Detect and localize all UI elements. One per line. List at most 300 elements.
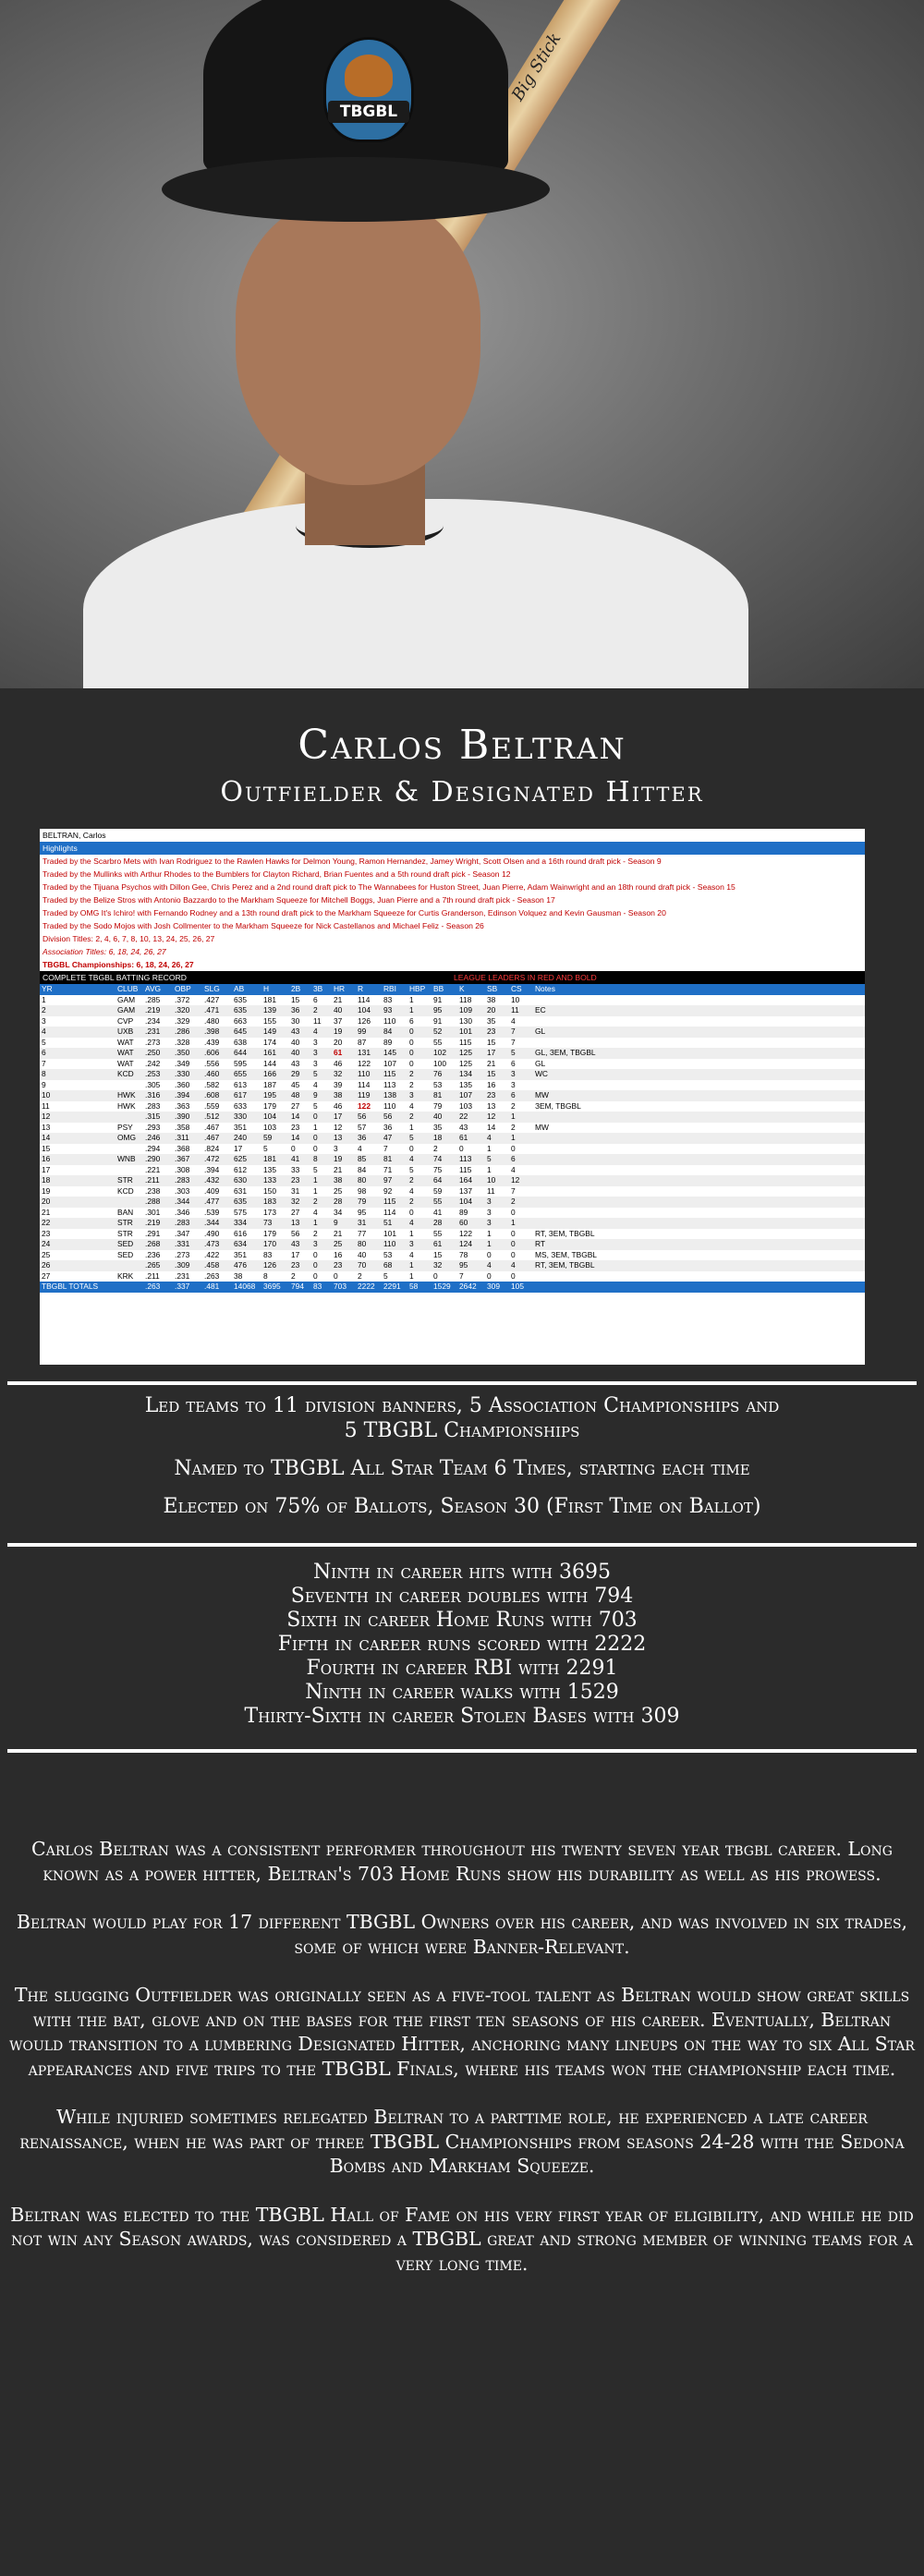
table-cell: 12 [40, 1112, 116, 1123]
table-cell: .346 [175, 1207, 190, 1217]
table-cell: 110 [383, 1100, 396, 1111]
table-cell: 1 [409, 1228, 414, 1238]
table-row [40, 1133, 865, 1144]
table-cell: 630 [232, 1175, 261, 1186]
table-cell: 166 [261, 1069, 289, 1080]
table-cell: 8 [311, 1154, 332, 1165]
table-cell: 4 [407, 1218, 432, 1229]
table-cell: .422 [204, 1249, 220, 1259]
table-cell: 15 [42, 1143, 51, 1153]
table-cell: .556 [204, 1058, 220, 1068]
tbgbl-logo-icon [323, 37, 414, 142]
rank-item: Ninth in career hits with 3695 [313, 1561, 611, 1584]
table-cell: 102 [432, 1048, 457, 1059]
table-cell: 4 [409, 1249, 414, 1259]
table-cell: RT, ЗЕМ, TBGBL [533, 1260, 865, 1271]
batting-record-sheet [40, 829, 865, 1365]
table-cell: 43 [291, 1058, 300, 1068]
table-cell: 57 [358, 1122, 367, 1132]
table-cell: 21 [487, 1058, 496, 1068]
table-cell: 114 [358, 994, 371, 1004]
table-cell: .344 [202, 1218, 232, 1229]
table-cell: 23 [485, 1090, 509, 1101]
table-cell: .293 [145, 1122, 161, 1132]
table-cell: 79 [433, 1100, 443, 1111]
table-cell: GL [533, 1027, 865, 1038]
table-cell: 0 [311, 1112, 332, 1123]
table-cell: 53 [433, 1079, 443, 1089]
table-cell: 55 [433, 1037, 443, 1047]
table-cell: CVP [117, 1015, 134, 1026]
table-cell: WNB [116, 1154, 143, 1165]
table-cell: 617 [232, 1090, 261, 1101]
table-cell: 107 [457, 1090, 485, 1101]
table-cell: .458 [202, 1260, 232, 1271]
table-cell: 104 [457, 1197, 485, 1208]
table-row [40, 1165, 865, 1176]
table-cell: 28 [332, 1197, 356, 1208]
trade-row: Traded by the Belize Stros with Antonio Bazzardo to the Markham Squeeze for Mitchell Boggs, Juan Pierre and a 7th round draft pick - Season 17 [43, 895, 555, 905]
table-cell: 24 [40, 1239, 116, 1250]
player-name: Carlos Beltran [298, 722, 626, 769]
table-cell: 3 [485, 1218, 509, 1229]
table-cell: .253 [143, 1069, 173, 1080]
table-cell: 11 [509, 1005, 533, 1016]
table-cell [533, 1208, 865, 1219]
table-cell: 0 [407, 1027, 432, 1038]
table-cell: 0 [313, 1143, 318, 1153]
trade-list [40, 855, 865, 932]
achievements [0, 1393, 924, 1519]
table-cell: 135 [459, 1079, 472, 1089]
table-row [40, 995, 865, 1006]
table-cell: 2 [407, 1069, 432, 1080]
table-cell: 155 [263, 1015, 276, 1026]
table-cell: .320 [173, 1005, 202, 1016]
table-cell: 4 [358, 1143, 362, 1153]
table-cell: 91 [433, 1015, 443, 1026]
table-cell: MW [535, 1122, 549, 1132]
table-cell: UXB [116, 1027, 143, 1038]
table-cell: 4 [313, 1079, 318, 1089]
table-row [40, 1239, 865, 1250]
table-cell: 0 [409, 1058, 414, 1068]
table-cell: 638 [234, 1037, 247, 1047]
record-label: COMPLETE TBGBL BATTING RECORD [43, 973, 187, 982]
table-cell: 1 [509, 1218, 533, 1229]
table-cell: 7 [511, 1185, 516, 1196]
table-cell: 39 [334, 1079, 343, 1089]
table-cell: .308 [175, 1164, 190, 1174]
table-cell: 3 [511, 1079, 516, 1089]
table-cell: 14 [40, 1133, 116, 1144]
association-titles: Association Titles: 6, 18, 24, 26, 27 [43, 947, 166, 956]
table-cell: .824 [204, 1143, 220, 1153]
table-cell: 7 [459, 1270, 464, 1281]
table-cell: 35 [487, 1015, 496, 1026]
table-cell: 0 [409, 1143, 414, 1153]
table-cell: 36 [289, 1005, 311, 1016]
table-cell: .236 [145, 1249, 161, 1259]
table-cell: 20 [334, 1037, 343, 1047]
table-cell: 351 [234, 1122, 247, 1132]
table-cell: 1 [313, 1185, 318, 1196]
table-cell: 4 [485, 1260, 509, 1271]
table-cell: STR [117, 1228, 133, 1238]
league-leaders-legend: LEAGUE LEADERS IN RED AND BOLD [454, 973, 597, 982]
table-cell: 80 [356, 1175, 382, 1186]
table-cell: RT, ЗЕМ, TBGBL [535, 1228, 595, 1238]
table-cell: 93 [382, 1005, 407, 1016]
table-cell [116, 1165, 143, 1176]
table-cell: 9 [311, 1090, 332, 1101]
column-header: K [457, 984, 485, 995]
table-cell: .539 [204, 1207, 220, 1217]
table-cell: 3 [311, 1048, 332, 1059]
table-cell: 5 [383, 1270, 388, 1281]
table-cell: 15 [291, 994, 300, 1004]
table-row [40, 1069, 865, 1080]
table-cell: 655 [232, 1069, 261, 1080]
table-cell: 3 [313, 1037, 318, 1047]
table-cell: .331 [173, 1239, 202, 1250]
table-cell: 36 [383, 1122, 393, 1132]
bio-paragraph: Beltran was elected to the TBGBL Hall of Fame on his very first year of eligibility, and while he did not win any Season awards, was considered a TBGBL great and strong member of winning teams for a very long time. [10, 2203, 914, 2275]
table-cell [533, 1186, 865, 1197]
table-cell: 61 [457, 1133, 485, 1144]
table-cell: 104 [261, 1112, 289, 1123]
trade-row: Traded by the Tijuana Psychos with Dillon Gee, Chris Perez and a 2nd round draft pick to The Wannabees for Huston Street, Juan Pierre, Adam Wainwright and an 18th round draft pick - Season 15 [43, 882, 736, 892]
table-cell: 1 [42, 994, 46, 1004]
table-cell: STR [116, 1218, 143, 1229]
table-cell: .301 [145, 1207, 161, 1217]
table-cell: 37 [334, 1015, 343, 1026]
table-cell: 2 [407, 1197, 432, 1208]
table-cell: 612 [234, 1164, 247, 1174]
table-cell: 110 [383, 1015, 396, 1026]
table-cell: 18 [432, 1133, 457, 1144]
table-cell: 334 [232, 1218, 261, 1229]
table-cell: 64 [432, 1175, 457, 1186]
bio-paragraph: Carlos Beltran was a consistent performer throughout his twenty seven year tbgbl career. Long known as a power hitter, Beltran's 703 Home Runs show his durability as well as his prowess. [31, 1838, 893, 1885]
table-cell: 70 [356, 1260, 382, 1271]
table-cell: .347 [175, 1228, 190, 1238]
table-cell: 150 [263, 1185, 276, 1196]
table-cell: 13 [289, 1218, 311, 1229]
table-cell: 134 [457, 1069, 485, 1080]
table-cell: 625 [232, 1154, 261, 1165]
table-cell: 32 [332, 1069, 356, 1080]
championships: TBGBL Championships: 6, 18, 24, 26, 27 [43, 960, 194, 969]
table-cell: .350 [173, 1048, 202, 1059]
table-cell: 31 [356, 1218, 382, 1229]
column-header: CS [509, 984, 533, 995]
table-cell: 22 [457, 1112, 485, 1123]
table-cell: .315 [143, 1112, 173, 1123]
table-cell: .273 [175, 1249, 190, 1259]
table-cell: .427 [204, 994, 220, 1004]
table-cell: 16 [40, 1154, 116, 1165]
table-cell: 16 [487, 1079, 496, 1089]
table-cell: 13 [332, 1133, 356, 1144]
table-cell [116, 1080, 143, 1091]
table-cell: 17 [234, 1143, 243, 1153]
achievement-item: Led teams to 11 division banners, 5 Association Championships and 5 TBGBL Championships [144, 1394, 780, 1442]
table-cell: 19 [332, 1027, 356, 1038]
table-cell: 6 [509, 1090, 533, 1101]
table-cell: 1 [487, 1164, 492, 1174]
column-header: AVG [143, 984, 173, 995]
table-cell: 43 [289, 1239, 311, 1250]
table-cell: 4 [509, 1260, 533, 1271]
table-cell: 1 [485, 1239, 509, 1250]
table-row [40, 1038, 865, 1049]
table-cell: 183 [261, 1197, 289, 1208]
table-cell: .273 [145, 1037, 161, 1047]
totals-cell: .337 [173, 1282, 202, 1293]
table-row [40, 1260, 865, 1271]
table-cell: 351 [234, 1249, 247, 1259]
table-cell: 89 [383, 1037, 393, 1047]
trade-row: Traded by the Sodo Mojos with Josh Collmenter to the Markham Squeeze for Nick Castellanos and Michael Feliz - Season 26 [43, 921, 484, 930]
table-cell: 101 [457, 1027, 485, 1038]
totals-cell: 58 [407, 1282, 432, 1293]
table-cell: 36 [356, 1133, 382, 1144]
table-cell: 41 [433, 1207, 443, 1217]
table-cell [533, 1080, 865, 1091]
totals-cell: 105 [509, 1282, 533, 1293]
table-cell: 61 [432, 1239, 457, 1250]
table-cell: 10 [511, 994, 520, 1004]
table-cell: 0 [407, 1048, 432, 1059]
table-cell: 17 [485, 1048, 509, 1059]
table-cell: 14 [289, 1112, 311, 1123]
table-cell: 6 [409, 1015, 414, 1026]
table-cell: 575 [234, 1207, 247, 1217]
table-cell: 0 [487, 1249, 492, 1259]
achievement-item: Elected on 75% of Ballots, Season 30 (First Time on Ballot) [163, 1495, 761, 1518]
cap-bill [162, 157, 550, 222]
table-cell: 4 [40, 1027, 116, 1038]
table-cell: 21 [334, 1164, 343, 1174]
table-cell: 32 [289, 1197, 311, 1208]
table-cell: 8 [40, 1069, 116, 1080]
table-cell: 99 [356, 1027, 382, 1038]
table-cell: WAT [116, 1048, 143, 1059]
table-cell: 59 [261, 1133, 289, 1144]
table-cell: 68 [382, 1260, 407, 1271]
table-cell: 1 [407, 1260, 432, 1271]
player-face [236, 199, 480, 485]
table-cell: 126 [261, 1260, 289, 1271]
table-row [40, 1229, 865, 1240]
table-cell: 3 [485, 1197, 509, 1208]
table-cell: 21 [334, 1228, 343, 1238]
table-cell: .294 [145, 1143, 161, 1153]
table-cell: .263 [204, 1270, 220, 1281]
table-cell: .372 [175, 994, 190, 1004]
table-cell: 40 [358, 1249, 367, 1259]
table-cell: .211 [145, 1270, 160, 1281]
table-cell: 17 [332, 1112, 356, 1123]
table-cell: 35 [433, 1122, 443, 1132]
table-cell: .290 [143, 1154, 173, 1165]
column-header: 3B [311, 984, 332, 995]
record-header [40, 971, 865, 984]
table-row [40, 1101, 865, 1112]
table-cell: 4 [407, 1154, 432, 1165]
table-cell: 51 [382, 1218, 407, 1229]
table-cell: OMG [116, 1133, 143, 1144]
table-cell: .283 [173, 1175, 202, 1186]
table-cell: 34 [334, 1207, 343, 1217]
table-cell: 33 [291, 1164, 300, 1174]
table-cell: 1 [313, 1122, 318, 1132]
table-cell: 17 [42, 1164, 51, 1174]
totals-cell: 14068 [232, 1282, 261, 1293]
table-cell: GL [535, 1058, 546, 1068]
table-cell: 1 [487, 1143, 492, 1153]
table-cell: 52 [432, 1027, 457, 1038]
table-cell: 80 [356, 1239, 382, 1250]
table-cell: 28 [432, 1218, 457, 1229]
table-cell: 2 [509, 1197, 533, 1208]
table-cell: 125 [457, 1048, 485, 1059]
table-cell: 81 [432, 1090, 457, 1101]
table-cell: .490 [204, 1228, 220, 1238]
table-cell: 13 [42, 1122, 51, 1132]
table-cell: 0 [311, 1133, 332, 1144]
table-cell: 0 [487, 1270, 492, 1281]
table-cell [533, 1016, 865, 1027]
table-cell: 7 [509, 1027, 533, 1038]
table-cell: 83 [383, 994, 393, 1004]
rank-item: Ninth in career walks with 1529 [305, 1681, 619, 1704]
table-row [40, 1005, 865, 1016]
table-cell: 0 [511, 1270, 516, 1281]
table-cell: 7 [511, 1037, 516, 1047]
column-header: HBP [407, 984, 432, 995]
table-row [40, 1218, 865, 1229]
table-cell: .242 [145, 1058, 161, 1068]
table-cell: 179 [263, 1228, 276, 1238]
table-cell: 14 [487, 1122, 496, 1132]
table-cell: 179 [263, 1100, 276, 1111]
table-row [40, 1027, 865, 1038]
table-cell [533, 1218, 865, 1229]
table-cell: 25 [332, 1239, 356, 1250]
table-cell: 2 [433, 1143, 438, 1153]
table-row [40, 1175, 865, 1186]
table-cell: .305 [145, 1079, 161, 1089]
table-cell [533, 1144, 865, 1155]
table-cell: 46 [334, 1100, 343, 1111]
rank-item: Thirty-Sixth in career Stolen Bases with 309 [244, 1705, 680, 1728]
table-cell: 3 [407, 1239, 432, 1250]
table-cell: .460 [202, 1069, 232, 1080]
table-cell: 55 [432, 1197, 457, 1208]
table-cell: 11 [487, 1185, 495, 1196]
table-cell: 92 [383, 1185, 393, 1196]
table-cell: HWK [116, 1090, 143, 1101]
totals-cell: 3695 [261, 1282, 289, 1293]
table-cell: 19 [42, 1185, 51, 1196]
table-cell: 4 [511, 1015, 516, 1026]
table-cell [116, 1197, 143, 1208]
table-cell: .316 [143, 1090, 173, 1101]
table-cell: 0 [311, 1260, 332, 1271]
table-cell: 113 [383, 1079, 396, 1089]
table-cell: .390 [173, 1112, 202, 1123]
totals-cell: 2291 [382, 1282, 407, 1293]
table-cell: 85 [356, 1154, 382, 1165]
table-cell: .238 [145, 1185, 161, 1196]
table-cell: 6 [40, 1048, 116, 1059]
table-cell: 25 [334, 1185, 343, 1196]
table-cell: 115 [459, 1164, 472, 1174]
divider [7, 1543, 917, 1547]
table-cell: .221 [145, 1164, 161, 1174]
table-cell: 79 [356, 1197, 382, 1208]
table-cell: 1 [409, 1270, 414, 1281]
totals-cell [533, 1282, 865, 1293]
table-cell: 131 [356, 1048, 382, 1059]
table-cell: 1 [509, 1112, 533, 1123]
table-cell: 173 [263, 1207, 276, 1217]
table-cell: 109 [457, 1005, 485, 1016]
table-cell: 61 [332, 1048, 356, 1059]
table-cell: 32 [432, 1260, 457, 1271]
table-cell: .219 [143, 1218, 173, 1229]
table-cell: .358 [175, 1122, 190, 1132]
table-cell: 118 [459, 994, 472, 1004]
table-cell: 38 [487, 994, 496, 1004]
table-cell: 7 [42, 1058, 46, 1068]
table-cell: 122 [358, 1100, 371, 1111]
table-cell: .394 [173, 1090, 202, 1101]
table-cell: 103 [459, 1100, 472, 1111]
table-cell: 76 [432, 1069, 457, 1080]
table-cell: 1 [409, 994, 414, 1004]
table-cell: .480 [204, 1015, 220, 1026]
bio-paragraph: While injuried sometimes relegated Beltran to a parttime role, he experienced a late career renaissance, when he was part of three TBGBL Championships from seasons 24-28 with the Sedona Bombs and Markham Squeeze. [19, 2106, 905, 2177]
table-cell: 6 [509, 1154, 533, 1165]
career-ranks [0, 1561, 924, 1729]
column-header: SB [485, 984, 509, 995]
table-cell: 84 [358, 1164, 367, 1174]
totals-cell: 2642 [457, 1282, 485, 1293]
table-cell: 46 [334, 1058, 343, 1068]
table-cell: 130 [459, 1015, 472, 1026]
table-cell: 126 [358, 1015, 371, 1026]
table-cell: 40 [289, 1048, 311, 1059]
table-cell: 5 [313, 1100, 318, 1111]
table-cell: 133 [261, 1175, 289, 1186]
table-cell: 1 [509, 1133, 533, 1144]
table-cell: 14 [289, 1133, 311, 1144]
table-cell: 613 [234, 1079, 247, 1089]
table-cell: 119 [356, 1090, 382, 1101]
table-cell: 125 [459, 1058, 472, 1068]
table-cell: .311 [173, 1133, 202, 1144]
table-cell: 18 [40, 1175, 116, 1186]
table-row [40, 1197, 865, 1208]
table-cell: 5 [311, 1069, 332, 1080]
table-row [40, 1048, 865, 1059]
table-cell: .394 [204, 1164, 220, 1174]
table-cell: 40 [332, 1005, 356, 1016]
table-cell: .291 [145, 1228, 161, 1238]
